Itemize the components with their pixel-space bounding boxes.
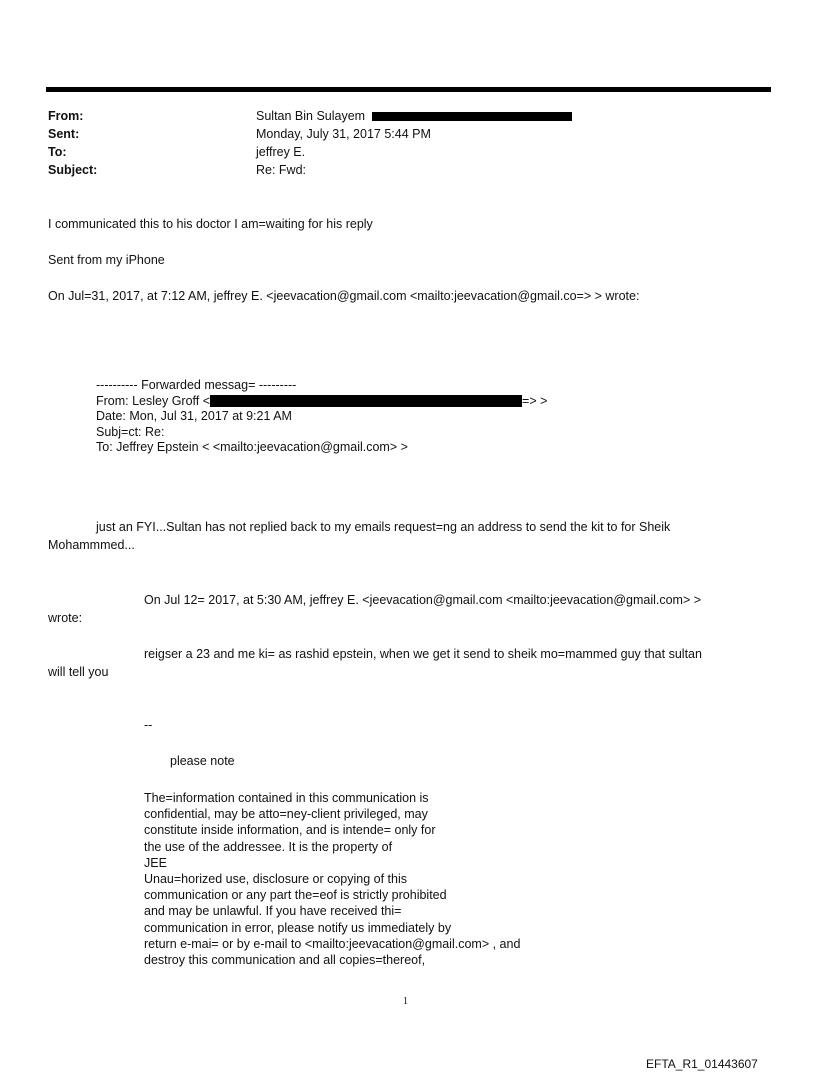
notice-line: The=information contained in this communication is xyxy=(144,791,429,805)
forwarded-from-prefix: From: Lesley Groff < xyxy=(96,393,211,408)
to-label: To: xyxy=(48,145,67,159)
notice-line: communication in error, please notify us immediately by xyxy=(144,920,452,935)
sent-value: Monday, July 31, 2017 5:44 PM xyxy=(256,127,431,141)
forwarded-from-suffix: => > xyxy=(522,393,548,408)
page-number: 1 xyxy=(403,996,408,1007)
forwarded-header xyxy=(96,378,547,456)
notice-line: destroy this communication and all copies=thereof, xyxy=(144,953,426,968)
notice-line: constitute inside information, and is intende= only for xyxy=(144,823,436,838)
forwarded-separator: ---------- Forwarded messag= --------- xyxy=(96,378,297,392)
to-value: jeffrey E. xyxy=(256,145,306,159)
signature-dashes: -- xyxy=(144,718,153,732)
notice-line: confidential, may be atto=ney-client privileged, may xyxy=(144,807,428,822)
sent-label: Sent: xyxy=(48,127,80,141)
notice-line: JEE xyxy=(144,855,167,870)
notice-line: Unau=horized use, disclosure or copying of this xyxy=(144,872,407,887)
subject-label: Subject: xyxy=(48,163,98,177)
notice-line: communication or any part the=eof is strictly prohibited xyxy=(144,888,447,903)
subject-value: Re: Fwd: xyxy=(256,163,307,177)
signature-please-note: please note xyxy=(170,754,235,768)
redaction-box xyxy=(210,395,522,407)
body-line-sent-from: Sent from my iPhone xyxy=(48,253,165,267)
forwarded-subject: Subj=ct: Re: xyxy=(96,424,165,439)
document-id: EFTA_R1_01443607 xyxy=(646,1057,758,1071)
quoted-wrote: wrote: xyxy=(48,611,83,625)
notice-line: and may be unlawful. If you have received thi= xyxy=(144,904,402,919)
quoted-on-line: On Jul 12= 2017, at 5:30 AM, jeffrey E. <jeevacation@gmail.com <mailto:jeevacation@gmail.com> > xyxy=(144,593,702,607)
forwarded-to: To: Jeffrey Epstein < <mailto:jeevacation@gmail.com> > xyxy=(96,440,408,454)
forwarded-from xyxy=(96,394,547,410)
notice-line: return e-mai= or by e-mail to <mailto:jeevacation@gmail.com> , and xyxy=(144,936,521,951)
body-line-reply: I communicated this to his doctor I am=waiting for his reply xyxy=(48,217,373,231)
fyi-line-2: Mohammmed... xyxy=(48,538,135,552)
forwarded-date: Date: Mon, Jul 31, 2017 at 9:21 AM xyxy=(96,409,292,423)
from-label: From: xyxy=(48,109,84,123)
quoted-message-line-1: reigser a 23 and me ki= as rashid epstein, when we get it send to sheik mo=mammed guy that sultan xyxy=(144,647,702,661)
fyi-line-1: just an FYI...Sultan has not replied back to my emails request=ng an address to send the kit to for Sheik xyxy=(96,520,671,534)
from-value xyxy=(256,109,572,123)
from-name: Sultan Bin Sulayem xyxy=(256,109,366,123)
notice-line: the use of the addressee. It is the property of xyxy=(144,839,393,854)
confidentiality-notice xyxy=(144,790,520,968)
body-line-quote-header: On Jul=31, 2017, at 7:12 AM, jeffrey E. <jeevacation@gmail.com <mailto:jeevacation@gmail.co=> > wrote: xyxy=(48,289,640,303)
redaction-box xyxy=(372,112,572,121)
quoted-message-line-2: will tell you xyxy=(48,665,109,679)
header-rule xyxy=(46,87,771,92)
